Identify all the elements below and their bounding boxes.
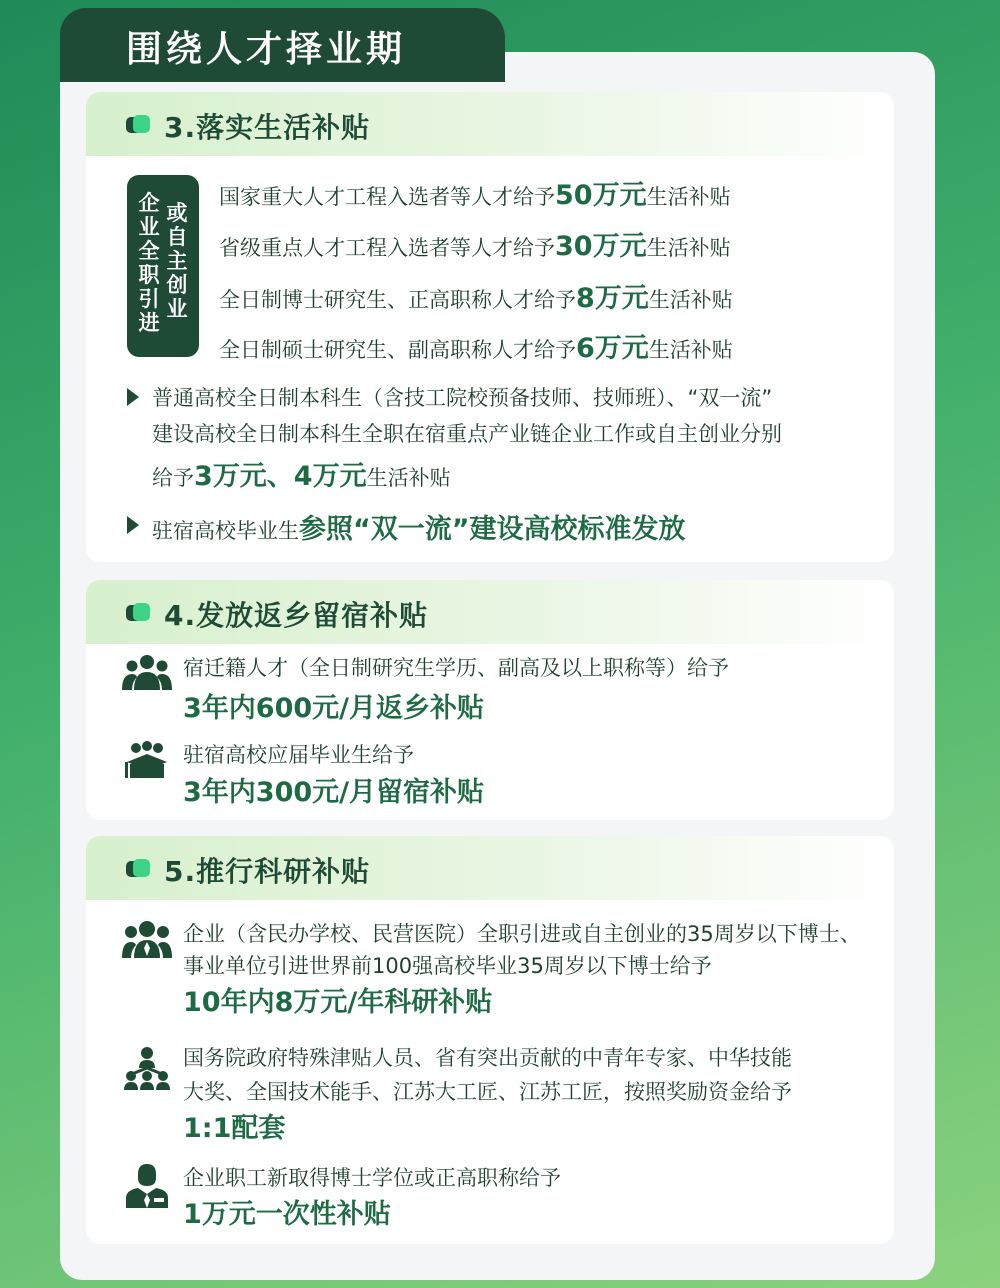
section-header	[86, 836, 894, 900]
section-header	[86, 580, 894, 644]
section-bullet-icon	[126, 603, 150, 623]
section-bullet-icon	[126, 115, 150, 135]
subsidy-row-4: 全日制硕士研究生、副高职称人才给予6万元生活补贴	[219, 333, 733, 364]
side-label-col1: 企业全职引进	[138, 191, 160, 335]
bullet1-line2: 建设高校全日制本科生全职在宿重点产业链企业工作或自主创业分别	[152, 422, 782, 446]
research-item2-line1: 国务院政府特殊津贴人员、省有突出贡献的中青年专家、中华技能	[183, 1046, 792, 1070]
research-item2-amount: 1:1配套	[183, 1113, 286, 1144]
return-item-text: 宿迁籍人才（全日制研究生学历、副高及以上职称等）给予	[183, 656, 729, 680]
title-tab	[60, 8, 505, 78]
hierarchy-icon	[122, 1046, 172, 1090]
bullet2: 驻宿高校毕业生参照“双一流”建设高校标准发放	[152, 514, 686, 545]
side-label-col2: 或自主创业	[166, 201, 188, 321]
section-title: 4.发放返乡留宿补贴	[164, 599, 429, 632]
side-label-box	[127, 175, 199, 357]
triangle-bullet-icon	[127, 516, 139, 534]
section-title: 5.推行科研补贴	[164, 855, 371, 888]
group-icon	[122, 652, 172, 696]
section-bullet-icon	[126, 859, 150, 879]
return-item-amount: 3年内600元/月返乡补贴	[183, 693, 485, 724]
triangle-bullet-icon	[127, 388, 139, 406]
businessman-icon	[122, 1164, 172, 1208]
graduates-icon	[122, 740, 172, 784]
team-icon	[122, 918, 172, 962]
subsidy-row-1: 国家重大人才工程入选者等人才给予50万元生活补贴	[219, 180, 731, 211]
bullet1-line3: 给予3万元、4万元生活补贴	[152, 461, 451, 492]
stay-item-amount: 3年内300元/月留宿补贴	[183, 777, 485, 808]
stay-item-text: 驻宿高校应届毕业生给予	[183, 743, 414, 767]
research-item1-line2: 事业单位引进世界前100强高校毕业35周岁以下博士给予	[183, 954, 712, 978]
bullet1-line1: 普通高校全日制本科生（含技工院校预备技师、技师班）、“双一流”	[152, 386, 773, 410]
research-item1-amount: 10年内8万元/年科研补贴	[183, 987, 493, 1018]
research-item1-line1: 企业（含民办学校、民营医院）全职引进或自主创业的35周岁以下博士、	[183, 922, 861, 946]
section-header	[86, 92, 894, 156]
subsidy-row-3: 全日制博士研究生、正高职称人才给予8万元生活补贴	[219, 283, 733, 314]
research-item2-line2: 大奖、全国技术能手、江苏大工匠、江苏工匠，按照奖励资金给予	[183, 1080, 792, 1104]
section-title: 3.落实生活补贴	[164, 111, 371, 144]
research-item3-text: 企业职工新取得博士学位或正高职称给予	[183, 1166, 561, 1190]
page-title: 围绕人才择业期	[126, 29, 407, 70]
subsidy-row-2: 省级重点人才工程入选者等人才给予30万元生活补贴	[219, 231, 731, 262]
research-item3-amount: 1万元一次性补贴	[183, 1199, 391, 1230]
